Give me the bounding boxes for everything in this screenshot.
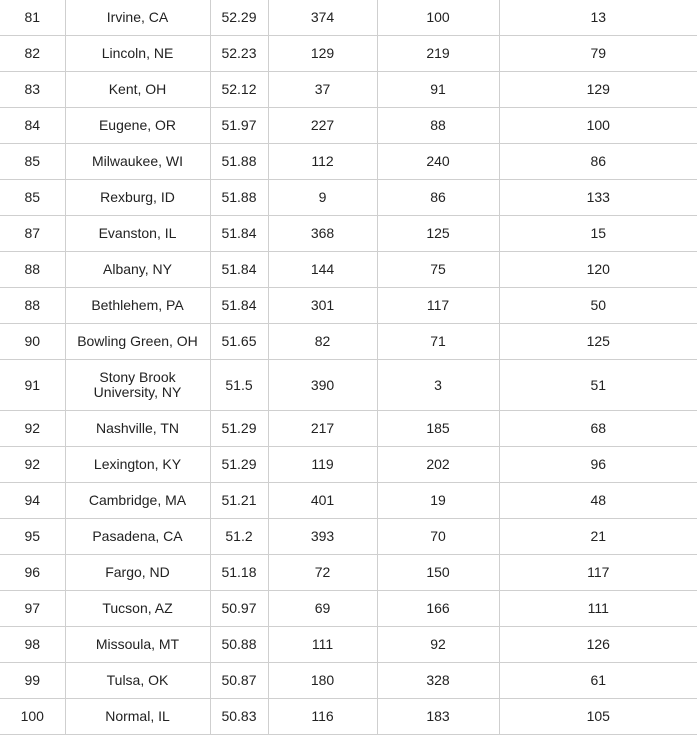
table-row [0, 0, 697, 36]
table-row [0, 360, 697, 411]
column-c-cell: 100 [499, 108, 697, 144]
city-cell: Bowling Green, OH [65, 324, 210, 360]
column-b-cell: 92 [377, 627, 499, 663]
column-a-cell: 72 [268, 555, 377, 591]
city-cell: Fargo, ND [65, 555, 210, 591]
city-cell: Bethlehem, PA [65, 288, 210, 324]
rank-cell: 83 [0, 72, 65, 108]
column-b-cell: 240 [377, 144, 499, 180]
table-row [0, 699, 697, 735]
column-b-cell: 185 [377, 411, 499, 447]
column-c-cell: 86 [499, 144, 697, 180]
rank-cell: 88 [0, 288, 65, 324]
column-c-cell: 133 [499, 180, 697, 216]
column-a-cell: 111 [268, 627, 377, 663]
column-a-cell: 69 [268, 591, 377, 627]
column-b-cell: 86 [377, 180, 499, 216]
rank-cell: 97 [0, 591, 65, 627]
score-cell: 51.18 [210, 555, 268, 591]
column-c-cell: 111 [499, 591, 697, 627]
city-cell: Missoula, MT [65, 627, 210, 663]
column-a-cell: 144 [268, 252, 377, 288]
column-a-cell: 368 [268, 216, 377, 252]
table-row [0, 447, 697, 483]
table-row [0, 591, 697, 627]
table-row [0, 288, 697, 324]
column-a-cell: 9 [268, 180, 377, 216]
column-a-cell: 393 [268, 519, 377, 555]
rank-cell: 85 [0, 180, 65, 216]
city-cell: Milwaukee, WI [65, 144, 210, 180]
rank-cell: 84 [0, 108, 65, 144]
column-a-cell: 37 [268, 72, 377, 108]
column-c-cell: 125 [499, 324, 697, 360]
city-cell: Lexington, KY [65, 447, 210, 483]
city-cell: Albany, NY [65, 252, 210, 288]
score-cell: 51.97 [210, 108, 268, 144]
score-cell: 51.84 [210, 216, 268, 252]
rank-cell: 99 [0, 663, 65, 699]
column-b-cell: 19 [377, 483, 499, 519]
rank-cell: 98 [0, 627, 65, 663]
table-row [0, 483, 697, 519]
rank-cell: 94 [0, 483, 65, 519]
column-a-cell: 374 [268, 0, 377, 36]
rank-cell: 81 [0, 0, 65, 36]
column-a-cell: 180 [268, 663, 377, 699]
column-c-cell: 13 [499, 0, 697, 36]
column-c-cell: 48 [499, 483, 697, 519]
table-row [0, 663, 697, 699]
score-cell: 51.29 [210, 411, 268, 447]
column-b-cell: 328 [377, 663, 499, 699]
column-c-cell: 79 [499, 36, 697, 72]
column-c-cell: 129 [499, 72, 697, 108]
table-row [0, 36, 697, 72]
city-cell: Cambridge, MA [65, 483, 210, 519]
column-c-cell: 51 [499, 360, 697, 411]
column-c-cell: 61 [499, 663, 697, 699]
rank-cell: 100 [0, 699, 65, 735]
table-row [0, 555, 697, 591]
column-c-cell: 50 [499, 288, 697, 324]
score-cell: 51.5 [210, 360, 268, 411]
score-cell: 52.12 [210, 72, 268, 108]
column-a-cell: 129 [268, 36, 377, 72]
column-a-cell: 227 [268, 108, 377, 144]
rank-cell: 87 [0, 216, 65, 252]
column-b-cell: 166 [377, 591, 499, 627]
column-b-cell: 91 [377, 72, 499, 108]
column-c-cell: 126 [499, 627, 697, 663]
table-row [0, 252, 697, 288]
score-cell: 51.84 [210, 252, 268, 288]
city-cell: Normal, IL [65, 699, 210, 735]
rank-cell: 91 [0, 360, 65, 411]
city-cell: Stony Brook University, NY [65, 360, 210, 411]
column-c-cell: 21 [499, 519, 697, 555]
score-cell: 51.29 [210, 447, 268, 483]
score-cell: 51.21 [210, 483, 268, 519]
table-row [0, 519, 697, 555]
score-cell: 52.29 [210, 0, 268, 36]
score-cell: 50.87 [210, 663, 268, 699]
column-a-cell: 217 [268, 411, 377, 447]
city-cell: Nashville, TN [65, 411, 210, 447]
column-a-cell: 119 [268, 447, 377, 483]
column-c-cell: 96 [499, 447, 697, 483]
city-cell: Evanston, IL [65, 216, 210, 252]
score-cell: 52.23 [210, 36, 268, 72]
rank-cell: 92 [0, 411, 65, 447]
score-cell: 50.83 [210, 699, 268, 735]
rank-cell: 95 [0, 519, 65, 555]
table-row [0, 627, 697, 663]
table-row [0, 180, 697, 216]
score-cell: 51.2 [210, 519, 268, 555]
column-b-cell: 100 [377, 0, 499, 36]
column-a-cell: 401 [268, 483, 377, 519]
column-b-cell: 3 [377, 360, 499, 411]
column-b-cell: 183 [377, 699, 499, 735]
city-cell: Pasadena, CA [65, 519, 210, 555]
table-row [0, 216, 697, 252]
table-row [0, 324, 697, 360]
rank-cell: 92 [0, 447, 65, 483]
city-cell: Tucson, AZ [65, 591, 210, 627]
rank-cell: 88 [0, 252, 65, 288]
column-c-cell: 68 [499, 411, 697, 447]
score-cell: 50.97 [210, 591, 268, 627]
rank-cell: 85 [0, 144, 65, 180]
column-b-cell: 75 [377, 252, 499, 288]
score-cell: 50.88 [210, 627, 268, 663]
column-a-cell: 112 [268, 144, 377, 180]
column-b-cell: 125 [377, 216, 499, 252]
column-b-cell: 88 [377, 108, 499, 144]
column-a-cell: 390 [268, 360, 377, 411]
city-cell: Lincoln, NE [65, 36, 210, 72]
column-b-cell: 117 [377, 288, 499, 324]
score-cell: 51.88 [210, 144, 268, 180]
column-a-cell: 301 [268, 288, 377, 324]
column-b-cell: 219 [377, 36, 499, 72]
column-c-cell: 120 [499, 252, 697, 288]
table-row [0, 72, 697, 108]
city-cell: Rexburg, ID [65, 180, 210, 216]
column-c-cell: 105 [499, 699, 697, 735]
rank-cell: 90 [0, 324, 65, 360]
city-cell: Irvine, CA [65, 0, 210, 36]
column-b-cell: 150 [377, 555, 499, 591]
score-cell: 51.84 [210, 288, 268, 324]
column-a-cell: 116 [268, 699, 377, 735]
score-cell: 51.88 [210, 180, 268, 216]
column-b-cell: 70 [377, 519, 499, 555]
column-b-cell: 71 [377, 324, 499, 360]
rank-cell: 82 [0, 36, 65, 72]
column-a-cell: 82 [268, 324, 377, 360]
city-cell: Eugene, OR [65, 108, 210, 144]
score-cell: 51.65 [210, 324, 268, 360]
column-c-cell: 15 [499, 216, 697, 252]
column-b-cell: 202 [377, 447, 499, 483]
table-row [0, 108, 697, 144]
table-row [0, 144, 697, 180]
column-c-cell: 117 [499, 555, 697, 591]
table-row [0, 411, 697, 447]
city-cell: Tulsa, OK [65, 663, 210, 699]
rank-cell: 96 [0, 555, 65, 591]
city-cell: Kent, OH [65, 72, 210, 108]
